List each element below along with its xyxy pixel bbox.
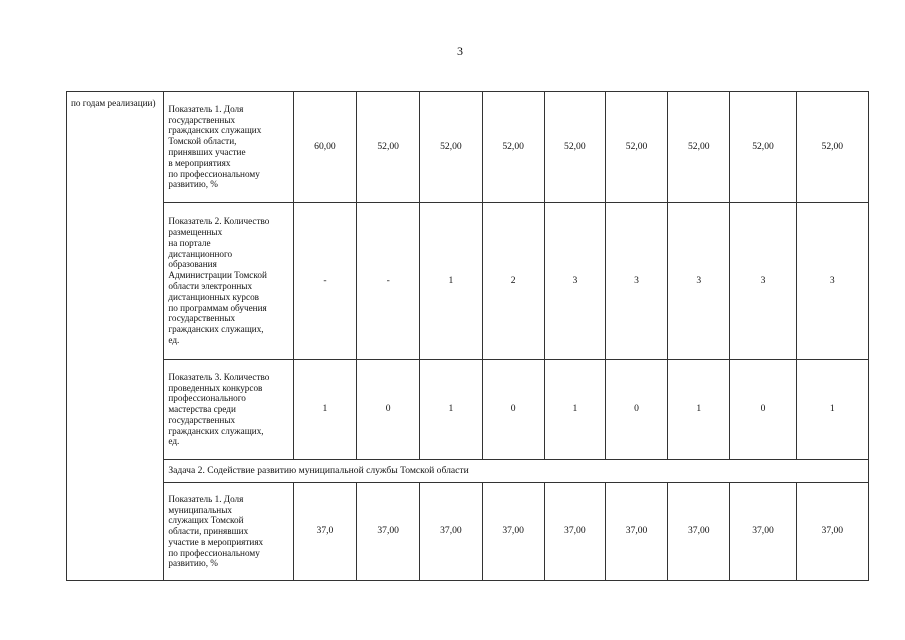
value-cell: 0 [482,360,544,460]
value-cell: 1 [544,360,605,460]
value-cell: 3 [668,203,730,360]
value-cell: 52,00 [482,92,544,203]
value-cell: 52,00 [420,92,482,203]
value-cell: 0 [730,360,796,460]
table-row [67,203,869,360]
value-cell: - [293,203,356,360]
value-cell: 1 [796,360,868,460]
value-cell: 0 [357,360,420,460]
value-cell: 52,00 [544,92,605,203]
value-cell: 52,00 [605,92,667,203]
indicator-name-text: Показатель 1. Доля муниципальных служащих Томской области, принявших участие в мероприятиях по профессиональному развитию, % [168,493,264,569]
table-row [67,460,869,483]
value-cell: 37,0 [293,483,356,581]
value-cell: 37,00 [357,483,420,581]
value-cell: 52,00 [796,92,868,203]
period-cell: по годам реализации) [67,92,164,581]
indicator-name-text: Показатель 3. Количество проведенных конкурсов профессионального мастерства среди государственных гражданских служащих, ед. [168,371,270,447]
value-cell: 3 [544,203,605,360]
value-cell: 60,00 [293,92,356,203]
indicator-name [164,203,293,360]
value-cell: 37,00 [544,483,605,581]
value-cell: 3 [796,203,868,360]
value-cell: 37,00 [730,483,796,581]
value-cell: 37,00 [605,483,667,581]
indicator-name-text: Показатель 2. Количество размещенных на портале дистанционного образования Администрации Томской области электронных дистанционных курсов по программам обучения государственных гражданских служащих, ед. [168,216,270,345]
value-cell: 52,00 [730,92,796,203]
value-cell: 37,00 [796,483,868,581]
value-cell: 1 [420,203,482,360]
value-cell: 52,00 [668,92,730,203]
table-row [67,483,869,581]
value-cell: 0 [605,360,667,460]
table-row [67,92,869,203]
value-cell: 52,00 [357,92,420,203]
indicator-name [164,92,293,203]
value-cell: 37,00 [668,483,730,581]
indicator-name [164,483,293,581]
value-cell: 1 [668,360,730,460]
task-heading: Задача 2. Содействие развитию муниципальной службы Томской области [164,460,869,483]
indicator-name-text: Показатель 1. Доля государственных гражданских служащих Томской области, принявших участие в мероприятиях по профессиональному развитию, % [168,103,262,190]
value-cell: 1 [293,360,356,460]
value-cell: 37,00 [482,483,544,581]
indicators-table [66,91,869,581]
value-cell: 37,00 [420,483,482,581]
page-number: 3 [457,44,463,58]
value-cell: - [357,203,420,360]
indicator-name [164,360,293,460]
table-row [67,360,869,460]
value-cell: 2 [482,203,544,360]
value-cell: 3 [730,203,796,360]
value-cell: 3 [605,203,667,360]
value-cell: 1 [420,360,482,460]
